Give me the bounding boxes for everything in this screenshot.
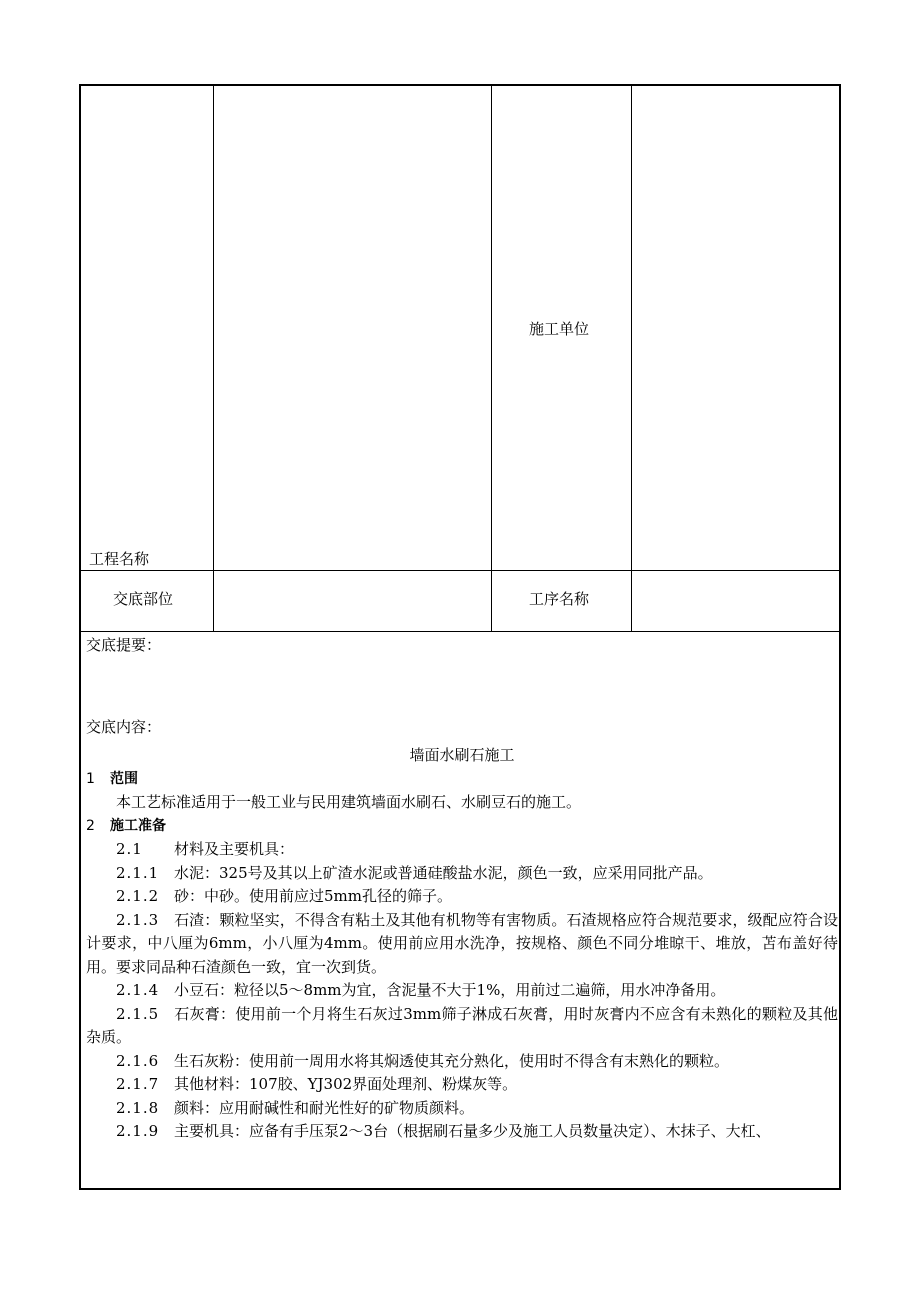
handover-content xyxy=(86,634,838,1144)
item-number: 2.1 xyxy=(116,840,143,858)
divider-col-1 xyxy=(213,86,214,632)
list-item xyxy=(86,1003,838,1050)
list-item xyxy=(86,1050,838,1074)
item-text: 小豆石：粒径以5～8mm为宜，含泥量不大于1%，用前过二遍筛，用水冲净备用。 xyxy=(174,981,726,999)
project-name-label: 工程名称 xyxy=(89,550,150,568)
item-text: 生石灰粉：使用前一周用水将其焖透使其充分熟化，使用时不得含有末熟化的颗粒。 xyxy=(174,1051,730,1070)
item-text: 砂：中砂。使用前应过5mm孔径的筛子。 xyxy=(174,887,452,905)
item-number: 2.1.8 xyxy=(116,1098,160,1117)
section-1-title: 范围 xyxy=(110,770,138,787)
list-item xyxy=(86,838,838,862)
item-number: 2.1.4 xyxy=(116,981,160,999)
item-text: 材料及主要机具： xyxy=(174,840,295,858)
item-number: 2.1.6 xyxy=(116,1051,160,1070)
list-item xyxy=(86,1120,838,1144)
list-item xyxy=(86,1097,838,1121)
item-text: 石渣：颗粒坚实，不得含有粘土及其他有机物等有害物质。石渣规格应符合规范要求，级配应符合设计要求，中八厘为6mm，小八厘为4mm。使用前应用水洗净，按规格、颜色不同分堆晾干、堆放，苫布盖好待用。要求同品种石渣颜色一致，宜一次到货。 xyxy=(86,910,838,976)
divider-row-1 xyxy=(81,570,839,571)
divider-col-2 xyxy=(491,86,492,632)
process-name-label: 工序名称 xyxy=(529,590,590,608)
summary-label: 交底提要： xyxy=(86,636,162,654)
list-item xyxy=(86,862,838,886)
list-item xyxy=(86,885,838,909)
item-number: 2.1.3 xyxy=(116,910,160,929)
item-number: 2.1.1 xyxy=(116,863,160,882)
item-text: 其他材料：107胶、YJ302界面处理剂、粉煤灰等。 xyxy=(174,1075,518,1093)
list-item xyxy=(86,1073,838,1097)
item-number: 2.1.7 xyxy=(116,1075,160,1093)
section-1-text: 本工艺标准适用于一般工业与民用建筑墙面水刷石、水刷豆石的施工。 xyxy=(116,793,582,811)
item-text: 颜料：应用耐碱性和耐光性好的矿物质颜料。 xyxy=(174,1098,475,1117)
handover-part-label: 交底部位 xyxy=(113,590,174,608)
construction-unit-label: 施工单位 xyxy=(529,320,590,338)
item-text: 水泥：325号及其以上矿渣水泥或普通硅酸盐水泥，颜色一致，应采用同批产品。 xyxy=(174,863,713,882)
list-item xyxy=(86,979,838,1003)
content-label: 交底内容： xyxy=(86,717,162,736)
item-number: 2.1.2 xyxy=(116,887,160,905)
item-number: 2.1.9 xyxy=(116,1122,160,1140)
item-text: 主要机具：应备有手压泵2～3台（根据刷石量多少及施工人员数量决定）、木抹子、大杠、 xyxy=(174,1122,771,1140)
item-text: 石灰膏：使用前一个月将生石灰过3mm筛子淋成石灰膏，用时灰膏内不应含有未熟化的颗粒及其他杂质。 xyxy=(86,1004,838,1046)
divider-row-2 xyxy=(81,631,839,632)
document-title: 墙面水刷石施工 xyxy=(409,746,515,764)
section-1-heading xyxy=(86,768,838,792)
item-number: 2.1.5 xyxy=(116,1004,160,1023)
divider-col-3 xyxy=(631,86,632,632)
section-2-heading xyxy=(86,815,838,839)
section-1-number: 1 xyxy=(86,770,95,787)
list-item xyxy=(86,909,838,980)
section-2-number: 2 xyxy=(86,817,95,834)
section-2-title: 施工准备 xyxy=(110,817,166,834)
